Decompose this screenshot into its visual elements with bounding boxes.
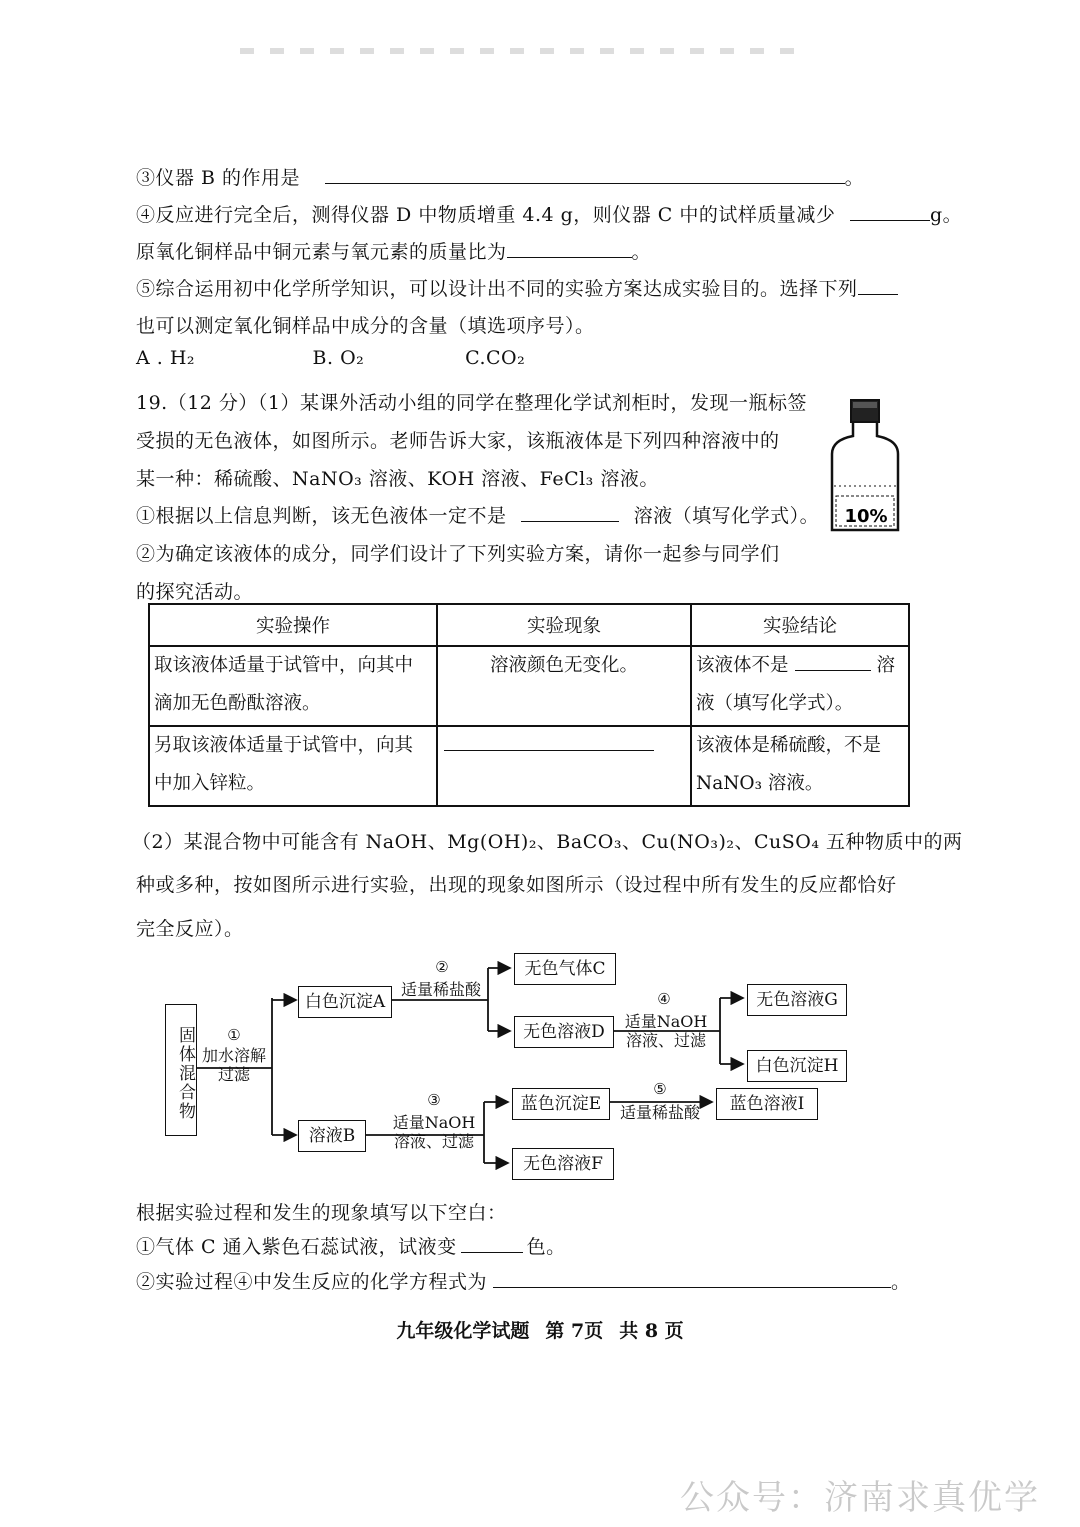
box-colorless-solution-D: 无色溶液D: [514, 1016, 614, 1048]
step2-label: 适量稀盐酸: [400, 980, 481, 999]
flow-start-box: 固体混合物: [165, 1004, 197, 1136]
step4-label: 适量NaOH 溶液、过滤: [624, 1012, 708, 1050]
q19-line2: 受损的无色液体，如图所示。老师告诉大家，该瓶液体是下列四种溶液中的: [136, 430, 780, 452]
box-blue-precipitate-E: 蓝色沉淀E: [512, 1088, 610, 1120]
table-header: 实验现象: [437, 604, 691, 646]
part2-line2: 种或多种，按如图所示进行实验，出现的现象如图所示（设过程中所有发生的反应都恰好: [136, 874, 897, 896]
q19-line5: ②为确定该液体的成分，同学们设计了下列实验方案，请你一起参与同学们: [136, 543, 780, 565]
table-cell: 另取该液体适量于试管中，向其 中加入锌粒。: [149, 726, 437, 806]
options-line: A . H₂ B. O₂ C.CO₂: [136, 347, 526, 369]
table-cell: 该液体是稀硫酸，不是 NaNO₃ 溶液。: [691, 726, 909, 806]
part2-line1: （2）某混合物中可能含有 NaOH、Mg(OH)₂、BaCO₃、Cu(NO₃)₂、CuSO₄ 五种物质中的两: [132, 831, 963, 853]
box-colorless-solution-F: 无色溶液F: [512, 1148, 614, 1180]
box-blue-solution-I: 蓝色溶液I: [716, 1088, 818, 1120]
box-solution-B: 溶液B: [298, 1120, 366, 1152]
table-header: 实验结论: [691, 604, 909, 646]
part2-line3: 完全反应）。: [136, 918, 244, 940]
step3-label: 适量NaOH 溶液、过滤: [392, 1113, 476, 1151]
q5b-line: 也可以测定氧化铜样品中成分的含量（填选项序号）。: [136, 315, 595, 337]
q19-line1: 19.（12 分）（1）某课外活动小组的同学在整理化学试剂柜时，发现一瓶标签: [136, 392, 808, 414]
fill-q2: ②实验过程④中发生反应的化学方程式为 。: [136, 1271, 911, 1293]
table-cell: 取该液体适量于试管中，向其中 滴加无色酚酞溶液。: [149, 646, 437, 726]
table-header: 实验操作: [149, 604, 437, 646]
q5-line: ⑤综合运用初中化学所学知识，可以设计出不同的实验方案达成实验目的。选择下列: [136, 274, 898, 301]
bottle-label: 10%: [844, 506, 888, 527]
step-number: ③: [427, 1091, 441, 1109]
answer-blank[interactable]: [493, 1269, 891, 1288]
q4b-line: 原氧化铜样品中铜元素与氧元素的质量比为 。: [136, 241, 652, 263]
step5-label: 适量稀盐酸: [619, 1103, 700, 1122]
box-colorless-solution-G: 无色溶液G: [747, 984, 847, 1016]
table-cell: 该液体不是 溶 液（填写化学式）。: [691, 646, 909, 726]
q4-line: ④反应进行完全后，测得仪器 D 中物质增重 4.4 g，则仪器 C 中的试样质量减少 g。: [136, 204, 963, 226]
fill-intro: 根据实验过程和发生的现象填写以下空白：: [136, 1202, 507, 1224]
box-white-precipitate-A: 白色沉淀A: [298, 986, 392, 1018]
q19-line3: 某一种：稀硫酸、NaNO₃ 溶液、KOH 溶液、FeCl₃ 溶液。: [136, 468, 659, 490]
step-number: ①: [227, 1026, 241, 1044]
q19-line6: 的探究活动。: [136, 581, 254, 603]
answer-blank[interactable]: [461, 1234, 523, 1253]
watermark: 公众号：济南求真优学: [680, 1478, 1040, 1518]
step-number: ④: [657, 990, 671, 1008]
step-number: ⑤: [653, 1080, 667, 1098]
box-colorless-gas-C: 无色气体C: [514, 953, 616, 985]
fill-q1: ①气体 C 通入紫色石蕊试液，试液变 色。: [136, 1236, 566, 1258]
page-footer: 九年级化学试题 第 7页 共 8 页: [396, 1320, 684, 1342]
q3-line: ③仪器 B 的作用是 。: [136, 167, 865, 189]
step-number: ②: [435, 958, 449, 976]
q19-line4: ①根据以上信息判断，该无色液体一定不是 溶液（填写化学式）。: [136, 505, 820, 527]
step1-label: 加水溶解 过滤: [201, 1046, 266, 1084]
table-cell: 溶液颜色无变化。: [437, 646, 691, 726]
box-white-precipitate-H: 白色沉淀H: [747, 1050, 847, 1082]
